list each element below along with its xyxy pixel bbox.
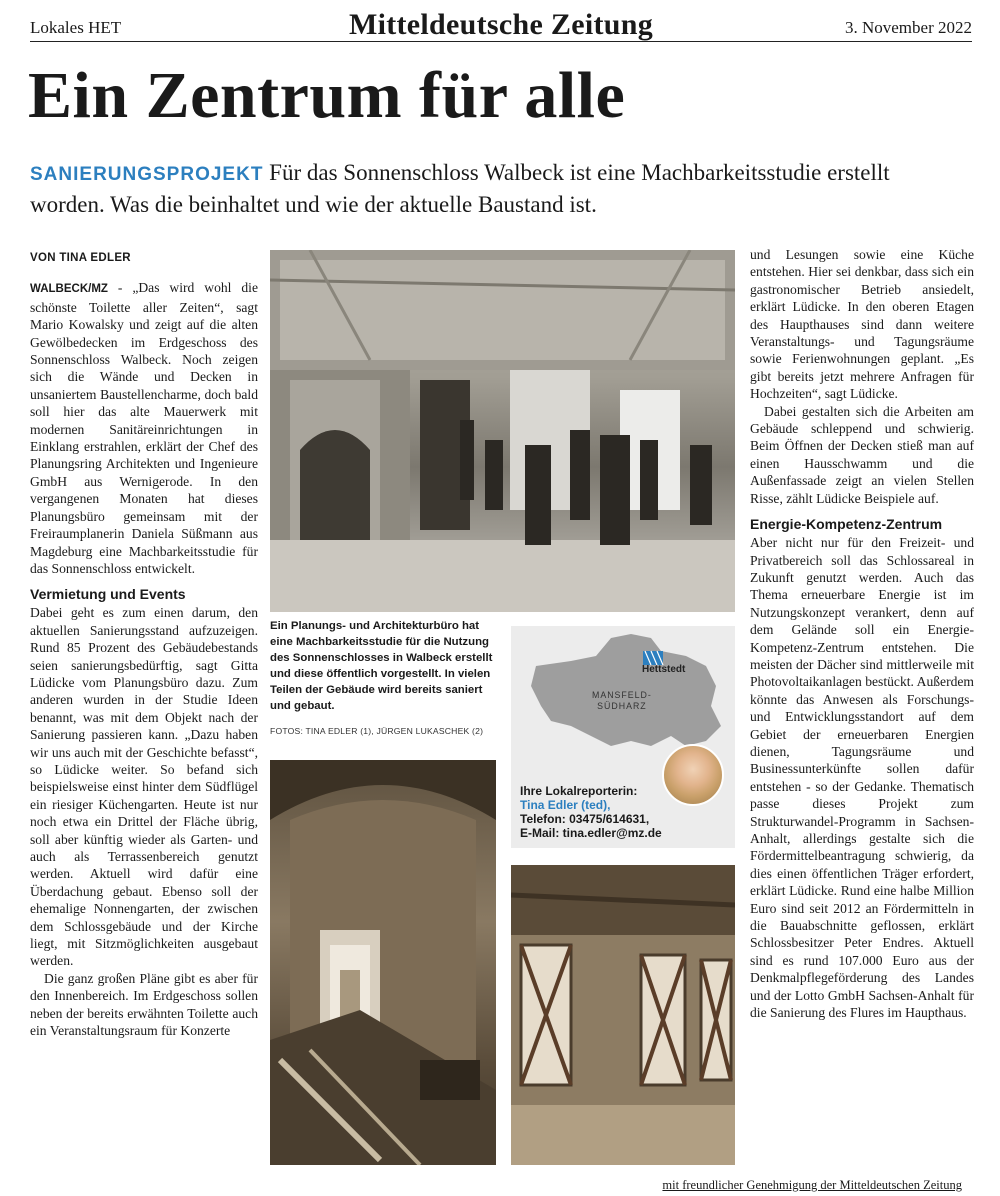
section-label: Lokales HET: [30, 18, 122, 37]
corridor-illustration: [270, 760, 496, 1165]
author-byline: VON TINA EDLER: [30, 252, 131, 264]
reporter-title: Ihre Lokalreporterin:: [520, 784, 638, 798]
article-column-1: [30, 250, 258, 1039]
region-line-1: MANSFELD-: [592, 690, 652, 700]
masthead: [30, 8, 972, 42]
permission-note: mit freundlicher Genehmigung der Mitteldeutschen Zeitung: [662, 1178, 962, 1192]
paragraph: [30, 279, 258, 577]
subheading: Vermietung und Events: [30, 586, 186, 603]
room-illustration: [511, 865, 735, 1165]
city-marker-icon: [643, 651, 663, 665]
paragraph: Aber nicht nur für den Freizeit- und Privatbereich soll das Schlossareal in Zukunft genutzt werden. Auch das Thema erneuerbare Energie ist im Nutzungskonzept verankert, denn auf dem Gelände soll ein Energie-Kompetenz-Zentrum entstehen. Die meisten der Dächer sind mittlerweile mit Photovoltaikanlagen bestückt. Außerdem könnte das Anwesen als Forschungs- und Entwicklungsstandort auf dem Gebiet der erneuerbaren Energien dienen, Tagungsräume und Businessunterkünfte sollen dafür entstehen - so der Gedanke. Thematisch passe dieses Projekt zum Strukturwandel-Programm in Sachsen-Anhalt, allerdings gestalte sich die Fördermittelbeantragung schwierig, da dies einen öffentlichen Träger erfordert, erklärt Lüdicke. Rund eine halbe Million Euro sind seit 2012 an Fördermitteln in die Bauabschnitte geflossen, erklärt Schlossbesitzer Peter Endres. Aktuell sind es rund 107.000 Euro aus der Denkmalpflegeförderung des Landes und der Lotto GmbH Sachsen-Anhalt für die Sanierung des Flures im Haupthaus.: [750, 535, 974, 1021]
reporter-phone: Telefon: 03475/614631,: [520, 812, 650, 826]
dateline: WALBECK/MZ: [30, 283, 108, 296]
issue-date: 3. November 2022: [844, 18, 972, 37]
reporter-avatar: [662, 744, 724, 806]
map-region-label: [592, 690, 652, 712]
hall-illustration: [270, 250, 735, 612]
photo-caption: Ein Planungs- und Architekturbüro hat eine Machbarkeitsstudie für die Nutzung des Sonnenschlosses in Walbeck erstellt und diese öffentlich vorgestellt. In vielen Teilen der Gebäude wird bereits saniert und gebaut.: [270, 620, 493, 712]
reporter-email: E-Mail: tina.edler@mz.de: [520, 826, 662, 840]
region-line-2: SÜDHARZ: [597, 701, 647, 711]
photo-room-windows: [511, 865, 735, 1165]
photo-vaulted-corridor: [270, 760, 496, 1165]
paragraph: Dabei gestalten sich die Arbeiten am Gebäude schleppend und schwierig. Beim Öffnen der Decken stieß man auf einen Hausschwamm und die Außenfassade zeigt an vielen Stellen Risse, zählt Lüdicke Beispiele auf.: [750, 403, 974, 506]
article-column-3: [750, 246, 974, 1021]
paragraph: Die ganz großen Pläne gibt es aber für den Innenbereich. Im Erdgeschoss sollen neben der bereits erwähnten Toilette auch ein Veranstaltungsraum für Konzerte: [30, 970, 258, 1039]
newspaper-title: Mitteldeutsche Zeitung: [348, 8, 654, 41]
headline: Ein Zentrum für alle: [28, 59, 626, 132]
reporter-name: Tina Edler (ted),: [520, 798, 611, 812]
photo-credit: FOTOS: TINA EDLER (1), JÜRGEN LUKASCHEK (2): [270, 726, 484, 736]
photo-hall-interior: [270, 250, 735, 612]
paragraph: und Lesungen sowie eine Küche entstehen. Hier sei denkbar, dass sich ein gastronomischer Betrieb ansiedelt, erklärt Lüdicke. In den oberen Etagen des Haupthauses sind dann weitere Veranstaltungs- und Tagungsräume sowie Ferienwohnungen geplant. „Es gibt bereits jetzt mehrere Anfragen für Hochzeiten“, sagt Lüdicke.: [750, 247, 974, 402]
subheading: Energie-Kompetenz-Zentrum: [750, 516, 943, 533]
kicker: SANIERUNGSPROJEKT: [30, 164, 264, 185]
map-city-label: Hettstedt: [642, 664, 686, 675]
paragraph: Dabei geht es zum einen darum, den aktuellen Sanierungsstand aufzuzeigen. Rund 85 Prozent des Gebäudebestands seien sanierungsbedürftig, sagt Gitta Lüdicke vom Planungsbüro dazu. Zum anderen wurden in der Studie Ideen benannt, was mit dem Objekt nach der Sanierung passieren kann. „Dazu haben wir uns auch mit der Geschichte befasst“, so Lüdicke weiter. So befand sich beispielsweise einst hinter dem Südflügel ein riesiger Küchengarten. Heute ist nur noch etwa ein Drittel der Fläche übrig, soll aber künftig wieder als Garten- und auch als Terrassenbereich genutzt werden. Aktuell wird dafür eine Überdachung gebaut. Ebenso soll der ehemalige Nonnengarten, der zwischen dem Schlossgebäude und der Kirche liegt, mit Sitzmöglichkeiten ausgebaut werden.: [30, 605, 258, 969]
subhead: [30, 158, 970, 220]
paragraph-text: - „Das wird wohl die schönste Toilette aller Zeiten“, sagt Mario Kowalsky und zeigt auf die alten Gewölbedecken im Erdgeschoss des Sonnenschloss Walbeck. Noch zeigen sich die Wände und Decken in unsaniertem Baustellencharme, doch bald soll hier das alte Mauerwerk mit modernen Sanitäreinrichtungen in Einklang erstrahlen, erklärt der Chef des Planungsring Architekten und Ingenieure GmbH aus Wernigerode. In den vergangenen Monaten hat dieses Planungsbüro gemeinsam mit der Freiraumplanerin Daniela Süßmann aus Magdeburg eine Machbarkeitsstudie für das Sonnenschloss entwickelt.: [30, 280, 258, 576]
subhead-text: Für das Sonnenschloss Walbeck ist eine Machbarkeitsstudie erstellt worden. Was die beinhaltet und wie der aktuelle Baustand ist.: [30, 160, 890, 217]
